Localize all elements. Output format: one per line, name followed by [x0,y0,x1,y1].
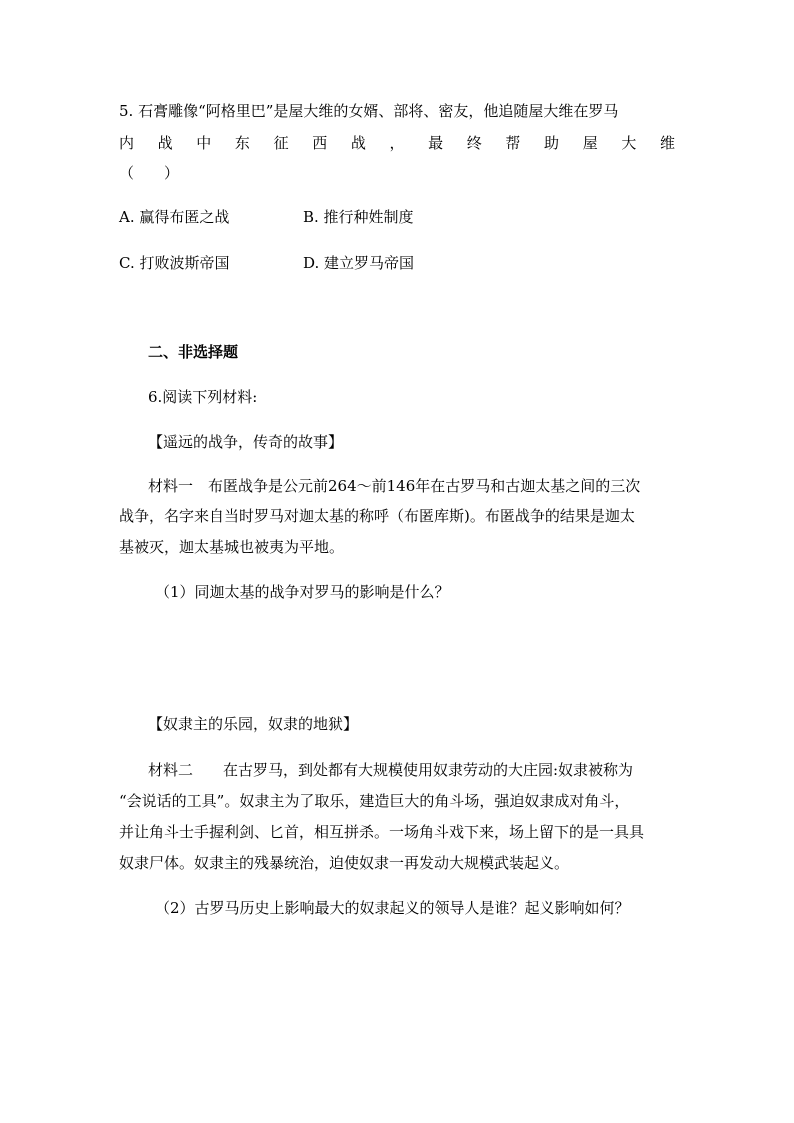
q6-material2-line4: 奴隶尸体。奴隶主的残暴统治，迫使奴隶一再发动大规模武装起义。 [119,854,570,872]
q6-part2-heading: 【奴隶主的乐园，奴隶的地狱】 [148,715,359,733]
section-title: 二、非选择题 [148,343,239,361]
q5-char: 战 [350,134,366,152]
q6-question1: （1）同迦太基的战争对罗马的影响是什么？ [155,583,450,601]
q5-char: 内 [119,134,135,152]
q5-option-c: C. 打败波斯帝国 [119,254,230,272]
q5-option-b: B. 推行种姓制度 [303,208,414,226]
q5-char: 征 [273,134,289,152]
q5-char: 屋 [582,134,598,152]
q6-intro: 6.阅读下列材料: [148,388,258,406]
q5-char: 大 [621,134,637,152]
q5-stem-line1: 5. 石膏雕像“阿格里巴”是屋大维的女婿、部将、密友，他追随屋大维在罗马 [119,102,619,120]
q5-char: 西 [312,134,328,152]
q6-material2-line2: “会说话的工具”。奴隶主为了取乐，建造巨大的角斗场，强迫奴隶成对角斗， [119,792,630,810]
q5-stem-line2 [119,133,675,153]
q6-question2: （2）古罗马历史上影响最大的奴隶起义的领导人是谁？起义影响如何？ [155,899,630,917]
q6-material2-line1: 材料二 在古罗马，到处都有大规模使用奴隶劳动的大庄园:奴隶被称为 [148,761,634,779]
q5-answer-blank: （ ） [119,164,180,182]
q5-char: 维 [659,134,675,152]
q5-option-a: A. 赢得布匿之战 [119,208,230,226]
q5-char: 东 [234,134,250,152]
q5-char: 中 [196,134,212,152]
q6-part1-heading: 【遥远的战争，传奇的故事】 [148,433,344,451]
q6-material2-line3: 并让角斗士手握利剑、匕首，相互拼杀。一场角斗戏下来，场上留下的是一具具 [119,823,645,841]
q6-material1-line3: 基被灭，迦太基城也被夷为平地。 [119,538,345,556]
q6-material1-line1: 材料一 布匿战争是公元前264～前146年在古罗马和古迦太基之间的三次 [148,477,641,495]
q6-material1-line2: 战争，名字来自当时罗马对迦太基的称呼（布匿库斯)。布匿战争的结果是迦太 [119,507,635,525]
q5-char: 助 [544,134,560,152]
q5-option-d: D. 建立罗马帝国 [303,254,415,272]
q5-char: 终 [466,134,482,152]
q5-char: 帮 [505,134,521,152]
q5-char: 最 [428,134,444,152]
q5-char: 战 [157,134,173,152]
q5-char: ， [389,134,405,152]
